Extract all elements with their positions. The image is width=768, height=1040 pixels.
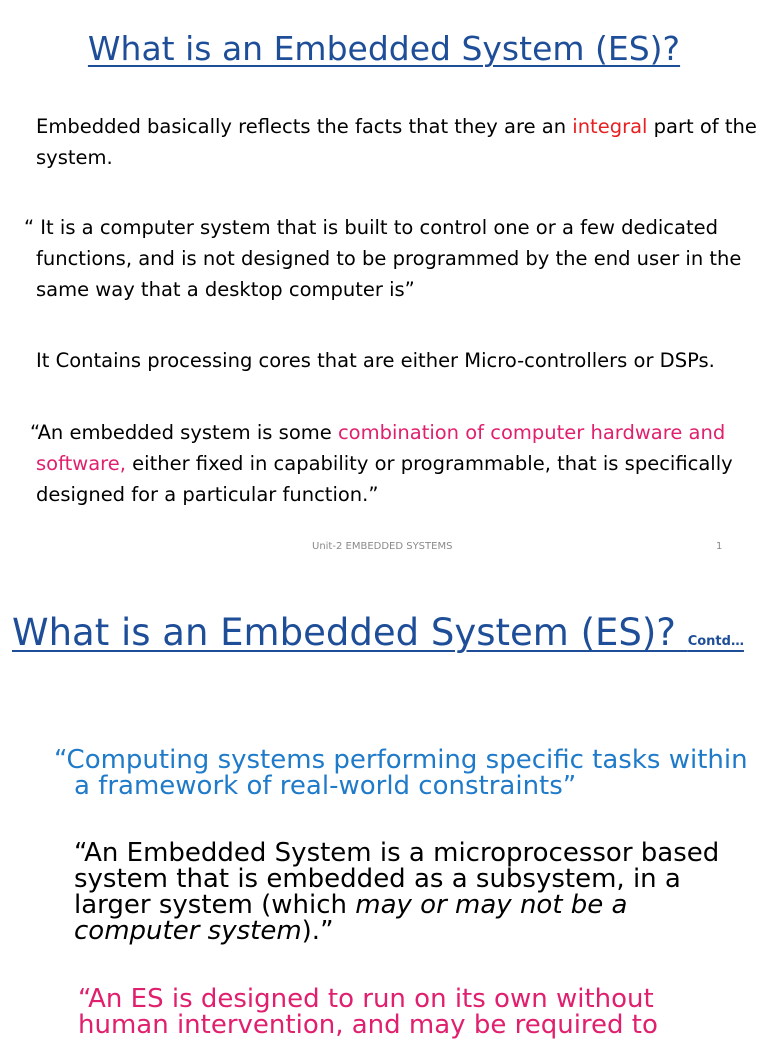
paragraph-computer-system-quote: “ It is a computer system that is built to control one or a few dedicated functions, and is not designed to be programmed by the end user in the same way that a desktop computer is” — [24, 216, 742, 301]
paragraph-processing-cores: It Contains processing cores that are either Micro-controllers or DSPs. — [36, 349, 715, 372]
title-contd-label: Contd… — [687, 634, 744, 649]
footer-page-number: 1 — [716, 541, 723, 552]
footer-unit-label: Unit-2 EMBEDDED SYSTEMS — [312, 541, 453, 552]
slide-2-title-text: What is an Embedded System (ES)? — [12, 611, 688, 654]
paragraph-integral-text-start: Embedded basically reflects the facts that they are an — [36, 115, 573, 138]
paragraph-integral-text-end: part of the system. — [36, 115, 757, 169]
slide-1-title: What is an Embedded System (ES)? — [87, 29, 681, 68]
microprocessor-text-italic: may or may not be a computer system — [74, 890, 628, 946]
paragraph-combination-quote — [30, 417, 742, 510]
quote-computing-systems: “Computing systems performing specific tasks within a framework of real-world constraints” — [54, 745, 748, 801]
microprocessor-text-end: ).” — [301, 916, 334, 946]
paragraph-integral-part — [36, 111, 761, 173]
quote-microprocessor-based — [74, 840, 754, 944]
quote-es-runs-on-own: “An ES is designed to run on its own without human intervention, and may be required to — [78, 984, 658, 1040]
slide-2-title — [12, 609, 744, 666]
combination-text-start: “An embedded system is some — [30, 421, 338, 444]
highlight-integral: integral — [572, 115, 648, 138]
highlight-combination: combination of computer hardware and software, — [36, 421, 726, 475]
microprocessor-text-start: “An Embedded System is a microprocessor based system that is embedded as a subsystem, in a larger system (which — [74, 838, 720, 920]
combination-text-end: either fixed in capability or programmable, that is specifically designed for a particular function.” — [36, 452, 733, 506]
slide-2 — [0, 585, 768, 1040]
